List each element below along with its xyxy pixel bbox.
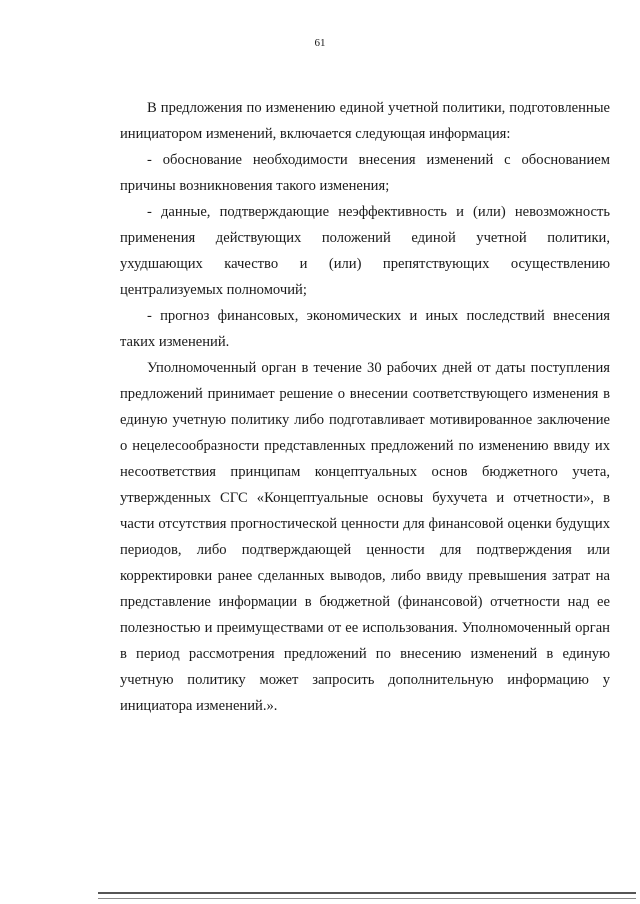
- page-number: 61: [314, 37, 326, 49]
- paragraph-item-justification: - обоснование необходимости внесения изменений с обоснованием причины возникновения такого изменения;: [120, 152, 610, 194]
- paragraph-authorized-body: Уполномоченный орган в течение 30 рабочих дней от даты поступления предложений принимает решение о внесении соответствующего изменения в единую учетную политику либо подготавливает мотивированное заключение о нецелесообразности представленных предложений по изменению ввиду их несоответствия принципам концептуальных основ бюджетного учета, утвержденных СГС «Концептуальные основы бухучета и отчетности», в части отсутствия прогностической ценности для финансовой оценки будущих периодов, либо подтверждающей ценности для подтверждения или корректировки ранее сделанных выводов, либо ввиду превышения затрат на представление информации в бюджетной (финансовой) отчетности над ее полезностью и преимуществами от ее использования. Уполномоченный орган в период рассмотрения предложений по внесению изменений в единую учетную политику может запросить дополнительную информацию у инициатора изменений.».: [120, 360, 610, 714]
- scan-edge-line: [98, 892, 636, 894]
- paragraph-item-evidence: - данные, подтверждающие неэффективность и (или) невозможность применения действующих положений единой учетной политики, ухудшающих качество и (или) препятствующих осуществлению централизуемых полномочий;: [120, 204, 610, 298]
- paragraph-proposals-intro: В предложения по изменению единой учетной политики, подготовленные инициатором изменений, включается следующая информация:: [120, 100, 610, 142]
- document-body: [120, 95, 610, 719]
- paragraph-item-forecast: - прогноз финансовых, экономических и иных последствий внесения таких изменений.: [120, 308, 610, 350]
- scan-edge-line-secondary: [98, 898, 636, 899]
